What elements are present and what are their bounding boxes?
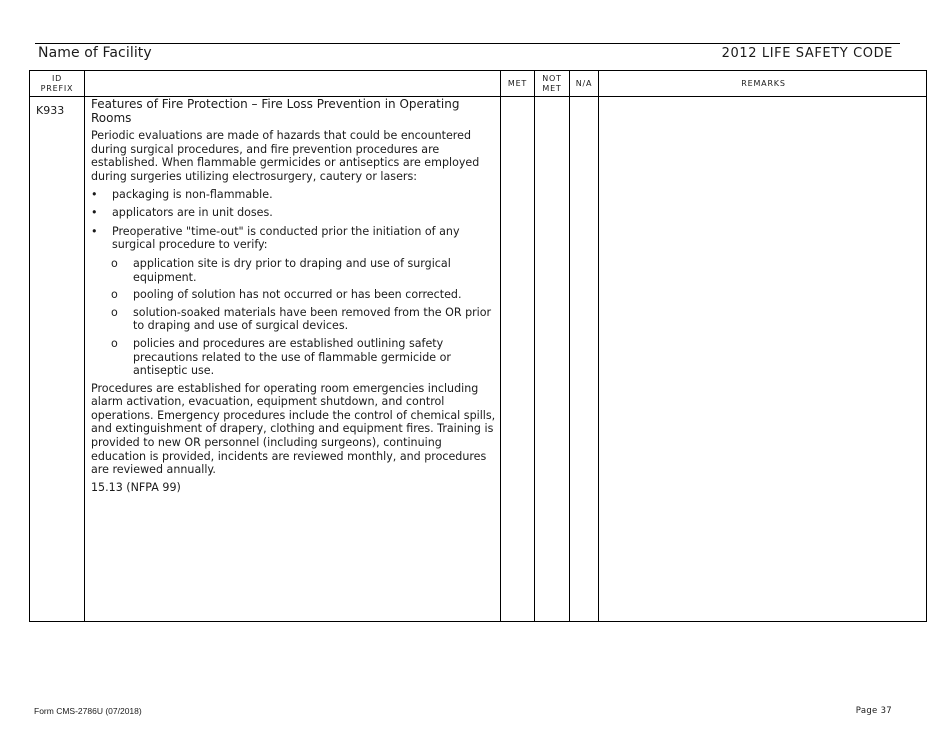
column-header-id-line2: PREFIX xyxy=(40,83,74,93)
id-prefix-value: K933 xyxy=(36,104,65,117)
header-rule xyxy=(35,43,900,44)
column-header-met: MET xyxy=(507,78,528,88)
page-number: Page 37 xyxy=(855,706,892,716)
requirement-text xyxy=(91,98,496,498)
column-divider xyxy=(534,71,535,621)
requirement-heading: Features of Fire Protection – Fire Loss Prevention in Operating Rooms xyxy=(91,97,460,125)
sub-list-item: o pooling of solution has not occurred or has been corrected. xyxy=(111,288,462,302)
code-title: 2012 LIFE SAFETY CODE xyxy=(721,46,893,61)
bullet-icon: • xyxy=(91,187,98,201)
column-divider xyxy=(569,71,570,621)
sub-bullet-icon: o xyxy=(111,256,118,270)
sub-list-item: o application site is dry prior to draping and use of surgical equipment. xyxy=(111,256,451,284)
column-header-id-prefix xyxy=(30,71,84,96)
column-header-not-line2: MET xyxy=(542,83,562,93)
column-header-id-line1: ID xyxy=(51,73,63,83)
bullet-icon: • xyxy=(91,206,98,220)
column-header-remarks: REMARKS xyxy=(741,78,786,88)
requirement-intro: Periodic evaluations are made of hazards that could be encountered during surgical procedures, and fire prevention procedures are established. When flammable germicides or antiseptics are employed during surgeries utilizing electrosurgery, cautery or lasers: xyxy=(91,129,480,183)
sub-list-item: o solution-soaked materials have been removed from the OR prior to draping and use of surgical devices. xyxy=(111,305,492,333)
sub-bullet-icon: o xyxy=(111,305,118,319)
list-item: • packaging is non-flammable. xyxy=(91,187,273,201)
code-reference: 15.13 (NFPA 99) xyxy=(91,480,181,494)
sub-bullet-icon: o xyxy=(111,336,118,350)
column-divider xyxy=(84,71,85,621)
list-item: • Preoperative "time-out" is conducted prior the initiation of any surgical procedure to verify: xyxy=(91,224,460,252)
column-divider xyxy=(500,71,501,621)
sub-list-item: o policies and procedures are established outlining safety precautions related to the use of flammable germicide or antiseptic use. xyxy=(111,336,451,378)
sub-bullet-icon: o xyxy=(111,288,118,302)
bullet-icon: • xyxy=(91,224,98,238)
column-header-not-line1: NOT xyxy=(542,73,562,83)
column-divider xyxy=(598,71,599,621)
column-header-na: N/A xyxy=(575,78,593,88)
form-id: Form CMS-2786U (07/2018) xyxy=(34,706,142,716)
procedures-text: Procedures are established for operating room emergencies including alarm activation, evacuation, equipment shutdown, and control operations. Emergency procedures include the control of chemical spills, and extinguishment of drapery, clothing and equipment fires. Training is provided to new OR personnel (including surgeons), continuing education is provided, incidents are reviewed monthly, and procedures are reviewed annually. xyxy=(91,381,496,477)
list-item: • applicators are in unit doses. xyxy=(91,206,273,220)
facility-name-label: Name of Facility xyxy=(38,45,152,61)
column-header-not-met xyxy=(535,71,569,96)
survey-table xyxy=(29,70,927,622)
